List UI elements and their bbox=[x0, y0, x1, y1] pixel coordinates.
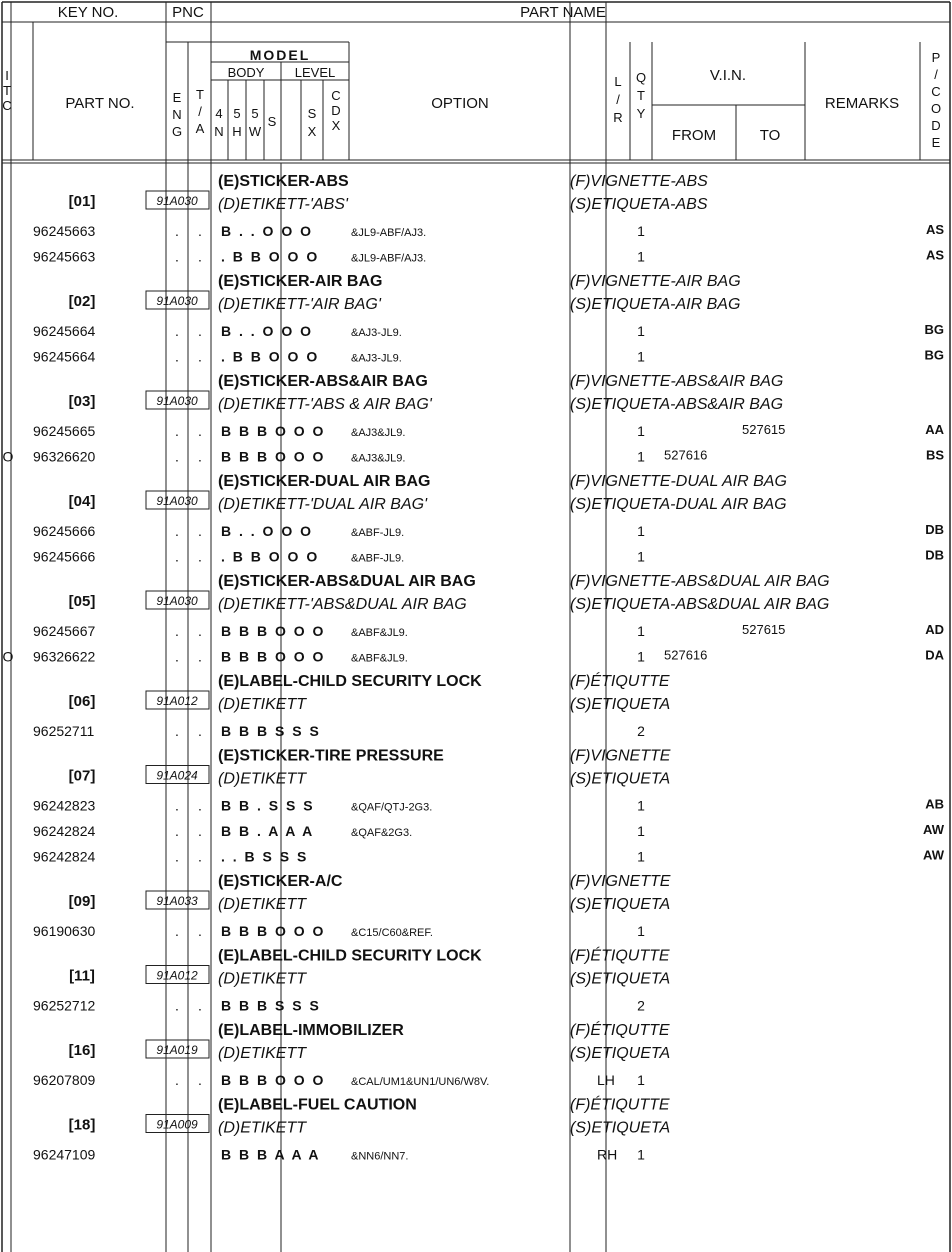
ta-mark: . bbox=[198, 423, 202, 439]
pnc-code: 91A033 bbox=[156, 894, 198, 908]
pnc-code: 91A012 bbox=[156, 968, 198, 983]
vin-to: 527615 bbox=[742, 422, 786, 437]
vin-header: V.I.N. bbox=[709, 67, 747, 84]
quantity: 2 bbox=[637, 997, 645, 1014]
option-code: &ABF-JL9. bbox=[351, 552, 405, 565]
quantity: 1 bbox=[637, 448, 645, 465]
p-code: AS bbox=[925, 222, 944, 237]
pnc-code: 91A019 bbox=[156, 1043, 198, 1057]
eng-mark: . bbox=[175, 348, 179, 365]
qty-header-char: Q bbox=[635, 70, 647, 85]
part-number: 96252711 bbox=[33, 723, 95, 739]
part-number: 96245667 bbox=[33, 623, 96, 639]
label-name-en: (E)LABEL-CHILD SECURITY LOCK bbox=[218, 947, 482, 965]
ta-mark: . bbox=[198, 223, 202, 239]
pcode-header-char: D bbox=[931, 118, 941, 133]
model-codes: B B B O O O bbox=[221, 623, 326, 639]
body-header: BODY bbox=[227, 65, 265, 80]
pcode-header-char: C bbox=[931, 84, 941, 99]
key-number: [03] bbox=[68, 393, 96, 410]
model-codes: B B B S S S bbox=[221, 723, 321, 739]
quantity: 1 bbox=[637, 623, 645, 639]
level-header: LEVEL bbox=[294, 65, 336, 80]
level-col-header: S bbox=[307, 106, 317, 121]
level-col-header: X bbox=[307, 124, 317, 139]
level-col-header: D bbox=[331, 103, 341, 118]
eng-mark: . bbox=[175, 848, 179, 865]
itc-mark: O bbox=[2, 448, 14, 465]
pnc-code: 91A030 bbox=[156, 594, 198, 608]
part-number: 96252712 bbox=[33, 997, 96, 1014]
lr-value: LH bbox=[597, 1072, 615, 1088]
eng-mark: . bbox=[175, 523, 179, 539]
ta-header-char: / bbox=[198, 104, 202, 119]
pnc-code: 91A030 bbox=[156, 394, 198, 408]
pcode-header-char: E bbox=[931, 135, 941, 150]
option-code: &AJ3&JL9. bbox=[351, 452, 406, 465]
label-name-fr: (F)VIGNETTE-AIR BAG bbox=[570, 273, 741, 290]
label-name-en: (E)STICKER-A/C bbox=[218, 873, 343, 890]
key-number: [02] bbox=[68, 293, 96, 310]
model-codes: B B B O O O bbox=[221, 923, 326, 939]
eng-mark: . bbox=[175, 823, 179, 839]
eng-mark: . bbox=[175, 648, 179, 665]
option-code: &CAL/UM1&UN1/UN6/W8V. bbox=[351, 1076, 490, 1088]
label-name-fr: (F)VIGNETTE-ABS bbox=[570, 173, 708, 190]
label-name-de: (D)ETIKETT-'ABS & AIR BAG' bbox=[218, 396, 432, 413]
pnc-code: 91A024 bbox=[156, 768, 198, 783]
quantity: 1 bbox=[637, 1146, 645, 1163]
part-number: 96242823 bbox=[33, 797, 96, 814]
label-name-fr: (F)VIGNETTE-ABS&AIR BAG bbox=[570, 373, 784, 390]
body-col-header: N bbox=[214, 124, 224, 139]
model-codes: . B B O O O bbox=[221, 548, 320, 565]
eng-header-char: G bbox=[171, 124, 183, 139]
label-name-es: (S)ETIQUETA bbox=[570, 970, 671, 988]
part-number: 96245666 bbox=[33, 548, 96, 565]
qty-header-char: Y bbox=[636, 106, 646, 121]
label-name-de: (D)ETIKETT bbox=[218, 970, 306, 988]
model-codes: B B B O O O bbox=[221, 423, 326, 439]
quantity: 1 bbox=[637, 648, 645, 665]
body-col-header: W bbox=[248, 124, 262, 139]
eng-mark: . bbox=[175, 623, 179, 639]
option-code: &ABF&JL9. bbox=[351, 627, 408, 639]
pnc-code: 91A012 bbox=[156, 694, 198, 708]
body-col-header: 5 bbox=[251, 106, 259, 121]
model-codes: B B B O O O bbox=[221, 1072, 326, 1088]
eng-header-char: E bbox=[172, 90, 182, 105]
label-name-es: (S)ETIQUETA bbox=[570, 696, 671, 713]
eng-mark: . bbox=[175, 223, 179, 239]
table-grid bbox=[2, 2, 950, 1252]
ta-header-char: A bbox=[195, 121, 205, 136]
part-number: 96245663 bbox=[33, 223, 96, 239]
lr-header-char: R bbox=[613, 110, 623, 125]
label-name-en: (E)LABEL-FUEL CAUTION bbox=[218, 1096, 417, 1114]
quantity: 1 bbox=[637, 223, 645, 239]
lr-header-char: L bbox=[614, 74, 622, 89]
label-name-es: (S)ETIQUETA-ABS bbox=[570, 196, 708, 213]
itc-mark: O bbox=[2, 648, 14, 665]
label-name-fr: (F)VIGNETTE-ABS&DUAL AIR BAG bbox=[570, 573, 830, 590]
ta-header-char: T bbox=[196, 87, 204, 102]
eng-mark: . bbox=[175, 723, 179, 739]
label-name-fr: (F)ÉTIQUTTE bbox=[570, 1096, 670, 1114]
remarks-header: REMARKS bbox=[824, 95, 900, 112]
label-name-en: (E)STICKER-ABS bbox=[218, 173, 349, 190]
vin-to-header: TO bbox=[759, 127, 781, 144]
p-code: AW bbox=[923, 847, 944, 863]
p-code: DB bbox=[925, 547, 944, 563]
label-name-es: (S)ETIQUETA bbox=[570, 896, 671, 913]
part-number: 96245663 bbox=[33, 248, 96, 265]
option-code: &AJ3-JL9. bbox=[351, 352, 402, 365]
label-name-de: (D)ETIKETT-'ABS&DUAL AIR BAG bbox=[218, 596, 467, 613]
quantity: 1 bbox=[637, 797, 645, 814]
part-number: 96245665 bbox=[33, 423, 96, 439]
part-number: 96245664 bbox=[33, 348, 96, 365]
part-number: 96245664 bbox=[33, 323, 96, 339]
label-name-de: (D)ETIKETT bbox=[218, 1119, 306, 1137]
p-code: DA bbox=[925, 647, 944, 663]
key-number: [01] bbox=[68, 193, 96, 210]
part-number: 96242824 bbox=[33, 823, 96, 839]
p-code: BG bbox=[924, 347, 944, 363]
pnc-code: 91A030 bbox=[156, 494, 198, 508]
key-number: [11] bbox=[69, 967, 95, 985]
quantity: 2 bbox=[637, 723, 645, 739]
model-codes: B B . A A A bbox=[221, 823, 315, 839]
lr-header-char: / bbox=[616, 92, 620, 107]
ta-mark: . bbox=[198, 323, 202, 339]
label-name-de: (D)ETIKETT bbox=[218, 696, 306, 713]
vin-to: 527615 bbox=[742, 622, 786, 637]
quantity: 1 bbox=[637, 323, 645, 339]
lr-value: RH bbox=[597, 1146, 618, 1163]
p-code: BG bbox=[924, 322, 944, 337]
itc-header-char: C bbox=[2, 98, 12, 113]
quantity: 1 bbox=[637, 248, 645, 265]
body-col-header: 4 bbox=[215, 106, 223, 121]
label-name-es: (S)ETIQUETA-DUAL AIR BAG bbox=[570, 496, 787, 513]
pcode-header-char: P bbox=[931, 50, 941, 65]
part-number: 96326622 bbox=[33, 648, 96, 665]
option-code: &JL9-ABF/AJ3. bbox=[351, 252, 427, 265]
table-body bbox=[3, 173, 945, 1163]
label-name-en: (E)STICKER-TIRE PRESSURE bbox=[218, 747, 444, 765]
model-codes: B . . O O O bbox=[221, 323, 314, 339]
label-name-es: (S)ETIQUETA bbox=[570, 770, 671, 788]
key-number: [06] bbox=[68, 693, 96, 710]
model-codes: . B B O O O bbox=[221, 348, 320, 365]
qty-header-char: T bbox=[637, 88, 645, 103]
key-number: [18] bbox=[68, 1116, 96, 1134]
ta-mark: . bbox=[198, 623, 202, 639]
label-name-fr: (F)VIGNETTE-DUAL AIR BAG bbox=[570, 473, 787, 490]
quantity: 1 bbox=[637, 923, 645, 939]
ta-mark: . bbox=[198, 523, 202, 539]
part-number: 96245666 bbox=[33, 523, 96, 539]
label-name-fr: (F)ÉTIQUTTE bbox=[570, 947, 670, 965]
itc-header-char: T bbox=[3, 83, 11, 98]
ta-mark: . bbox=[198, 997, 202, 1014]
key-number: [16] bbox=[68, 1042, 96, 1059]
key-number: [07] bbox=[68, 767, 96, 785]
ta-mark: . bbox=[198, 823, 202, 839]
part-number: 96190630 bbox=[33, 923, 96, 939]
pcode-header-char: / bbox=[934, 67, 938, 82]
model-codes: B . . O O O bbox=[221, 223, 314, 239]
ta-mark: . bbox=[198, 797, 202, 814]
ta-mark: . bbox=[198, 348, 202, 365]
model-codes: B . . O O O bbox=[221, 523, 314, 539]
eng-header-char: N bbox=[172, 107, 182, 122]
p-code: AA bbox=[925, 422, 944, 437]
label-name-fr: (F)VIGNETTE bbox=[570, 873, 671, 890]
option-code: &NN6/NN7. bbox=[351, 1150, 409, 1163]
key-number: [04] bbox=[68, 493, 96, 510]
pcode-header-char: O bbox=[930, 101, 942, 116]
eng-mark: . bbox=[175, 797, 179, 814]
p-code: AB bbox=[925, 796, 944, 812]
level-col-header: X bbox=[331, 118, 341, 133]
body-col-header: 5 bbox=[233, 106, 241, 121]
itc-header-char: I bbox=[5, 68, 9, 83]
ta-mark: . bbox=[198, 448, 202, 465]
p-code: AS bbox=[925, 247, 944, 263]
label-name-de: (D)ETIKETT bbox=[218, 896, 306, 913]
option-code: &AJ3-JL9. bbox=[351, 327, 402, 339]
label-name-es: (S)ETIQUETA-ABS&AIR BAG bbox=[570, 396, 784, 413]
p-code: BS bbox=[925, 447, 944, 463]
part-name-header: PART NAME bbox=[520, 4, 606, 21]
part-number: 96242824 bbox=[33, 848, 96, 865]
option-code: &QAF&2G3. bbox=[351, 827, 413, 839]
vin-from: 527616 bbox=[664, 647, 708, 663]
option-code: &C15/C60&REF. bbox=[351, 927, 433, 939]
label-name-en: (E)STICKER-AIR BAG bbox=[218, 273, 383, 290]
eng-mark: . bbox=[175, 548, 179, 565]
label-name-de: (D)ETIKETT-'DUAL AIR BAG' bbox=[218, 496, 428, 513]
ta-mark: . bbox=[198, 648, 202, 665]
quantity: 1 bbox=[637, 823, 645, 839]
eng-mark: . bbox=[175, 448, 179, 465]
ta-mark: . bbox=[198, 723, 202, 739]
key-number: [05] bbox=[68, 593, 96, 610]
model-codes: B B B O O O bbox=[221, 448, 326, 465]
label-name-fr: (F)ÉTIQUTTE bbox=[570, 673, 670, 690]
label-name-fr: (F)ÉTIQUTTE bbox=[570, 1022, 670, 1039]
table-header bbox=[2, 4, 941, 150]
eng-mark: . bbox=[175, 323, 179, 339]
model-codes: B B B A A A bbox=[221, 1146, 321, 1163]
quantity: 1 bbox=[637, 548, 645, 565]
option-header: OPTION bbox=[431, 95, 489, 112]
ta-mark: . bbox=[198, 848, 202, 865]
label-name-es: (S)ETIQUETA bbox=[570, 1119, 671, 1137]
part-number: 96326620 bbox=[33, 448, 96, 465]
label-name-en: (E)STICKER-ABS&DUAL AIR BAG bbox=[218, 573, 476, 590]
body-col-header: H bbox=[232, 124, 242, 139]
label-name-fr: (F)VIGNETTE bbox=[570, 747, 671, 765]
label-name-en: (E)STICKER-DUAL AIR BAG bbox=[218, 473, 431, 490]
ta-mark: . bbox=[198, 1072, 202, 1088]
p-code: AD bbox=[925, 622, 944, 637]
option-code: &ABF&JL9. bbox=[351, 652, 408, 665]
part-number: 96207809 bbox=[33, 1072, 96, 1088]
level-col-header: C bbox=[331, 88, 341, 103]
pnc-code: 91A030 bbox=[156, 194, 198, 208]
model-codes: B B B S S S bbox=[221, 997, 321, 1014]
eng-mark: . bbox=[175, 248, 179, 265]
label-name-de: (D)ETIKETT bbox=[218, 1045, 306, 1062]
vin-from: 527616 bbox=[664, 447, 708, 463]
option-code: &ABF-JL9. bbox=[351, 527, 405, 539]
label-name-en: (E)LABEL-IMMOBILIZER bbox=[218, 1022, 404, 1039]
level-col-header: S bbox=[267, 114, 277, 129]
ta-mark: . bbox=[198, 923, 202, 939]
option-code: &AJ3&JL9. bbox=[351, 427, 406, 439]
model-codes: B B . S S S bbox=[221, 797, 315, 814]
label-name-es: (S)ETIQUETA-ABS&DUAL AIR BAG bbox=[570, 596, 830, 613]
model-header: MODEL bbox=[249, 47, 311, 63]
eng-mark: . bbox=[175, 1072, 179, 1088]
p-code: AW bbox=[923, 822, 944, 837]
pnc-code: 91A009 bbox=[156, 1117, 198, 1132]
eng-mark: . bbox=[175, 923, 179, 939]
quantity: 1 bbox=[637, 348, 645, 365]
model-codes: B B B O O O bbox=[221, 648, 326, 665]
label-name-en: (E)STICKER-ABS&AIR BAG bbox=[218, 373, 428, 390]
option-code: &QAF/QTJ-2G3. bbox=[351, 801, 433, 814]
quantity: 1 bbox=[637, 848, 645, 865]
part-number: 96247109 bbox=[33, 1146, 96, 1163]
part-no-header: PART NO. bbox=[65, 95, 135, 112]
quantity: 1 bbox=[637, 423, 645, 439]
label-name-de: (D)ETIKETT-'ABS' bbox=[218, 196, 348, 213]
label-name-de: (D)ETIKETT bbox=[218, 770, 306, 788]
ta-mark: . bbox=[198, 248, 202, 265]
label-name-es: (S)ETIQUETA-AIR BAG bbox=[570, 296, 741, 313]
label-name-es: (S)ETIQUETA bbox=[570, 1045, 671, 1062]
key-no-header: KEY NO. bbox=[57, 4, 119, 21]
model-codes: . B B O O O bbox=[221, 248, 320, 265]
ta-mark: . bbox=[198, 548, 202, 565]
label-name-en: (E)LABEL-CHILD SECURITY LOCK bbox=[218, 673, 482, 690]
quantity: 1 bbox=[637, 523, 645, 539]
model-codes: . . B S S S bbox=[221, 848, 309, 865]
label-name-de: (D)ETIKETT-'AIR BAG' bbox=[218, 296, 381, 313]
p-code: DB bbox=[925, 522, 944, 537]
vin-from-header: FROM bbox=[671, 127, 717, 144]
quantity: 1 bbox=[637, 1072, 645, 1088]
pnc-header: PNC bbox=[172, 4, 204, 21]
eng-mark: . bbox=[175, 997, 179, 1014]
eng-mark: . bbox=[175, 423, 179, 439]
pnc-code: 91A030 bbox=[156, 294, 198, 308]
key-number: [09] bbox=[68, 893, 96, 910]
option-code: &JL9-ABF/AJ3. bbox=[351, 227, 427, 239]
